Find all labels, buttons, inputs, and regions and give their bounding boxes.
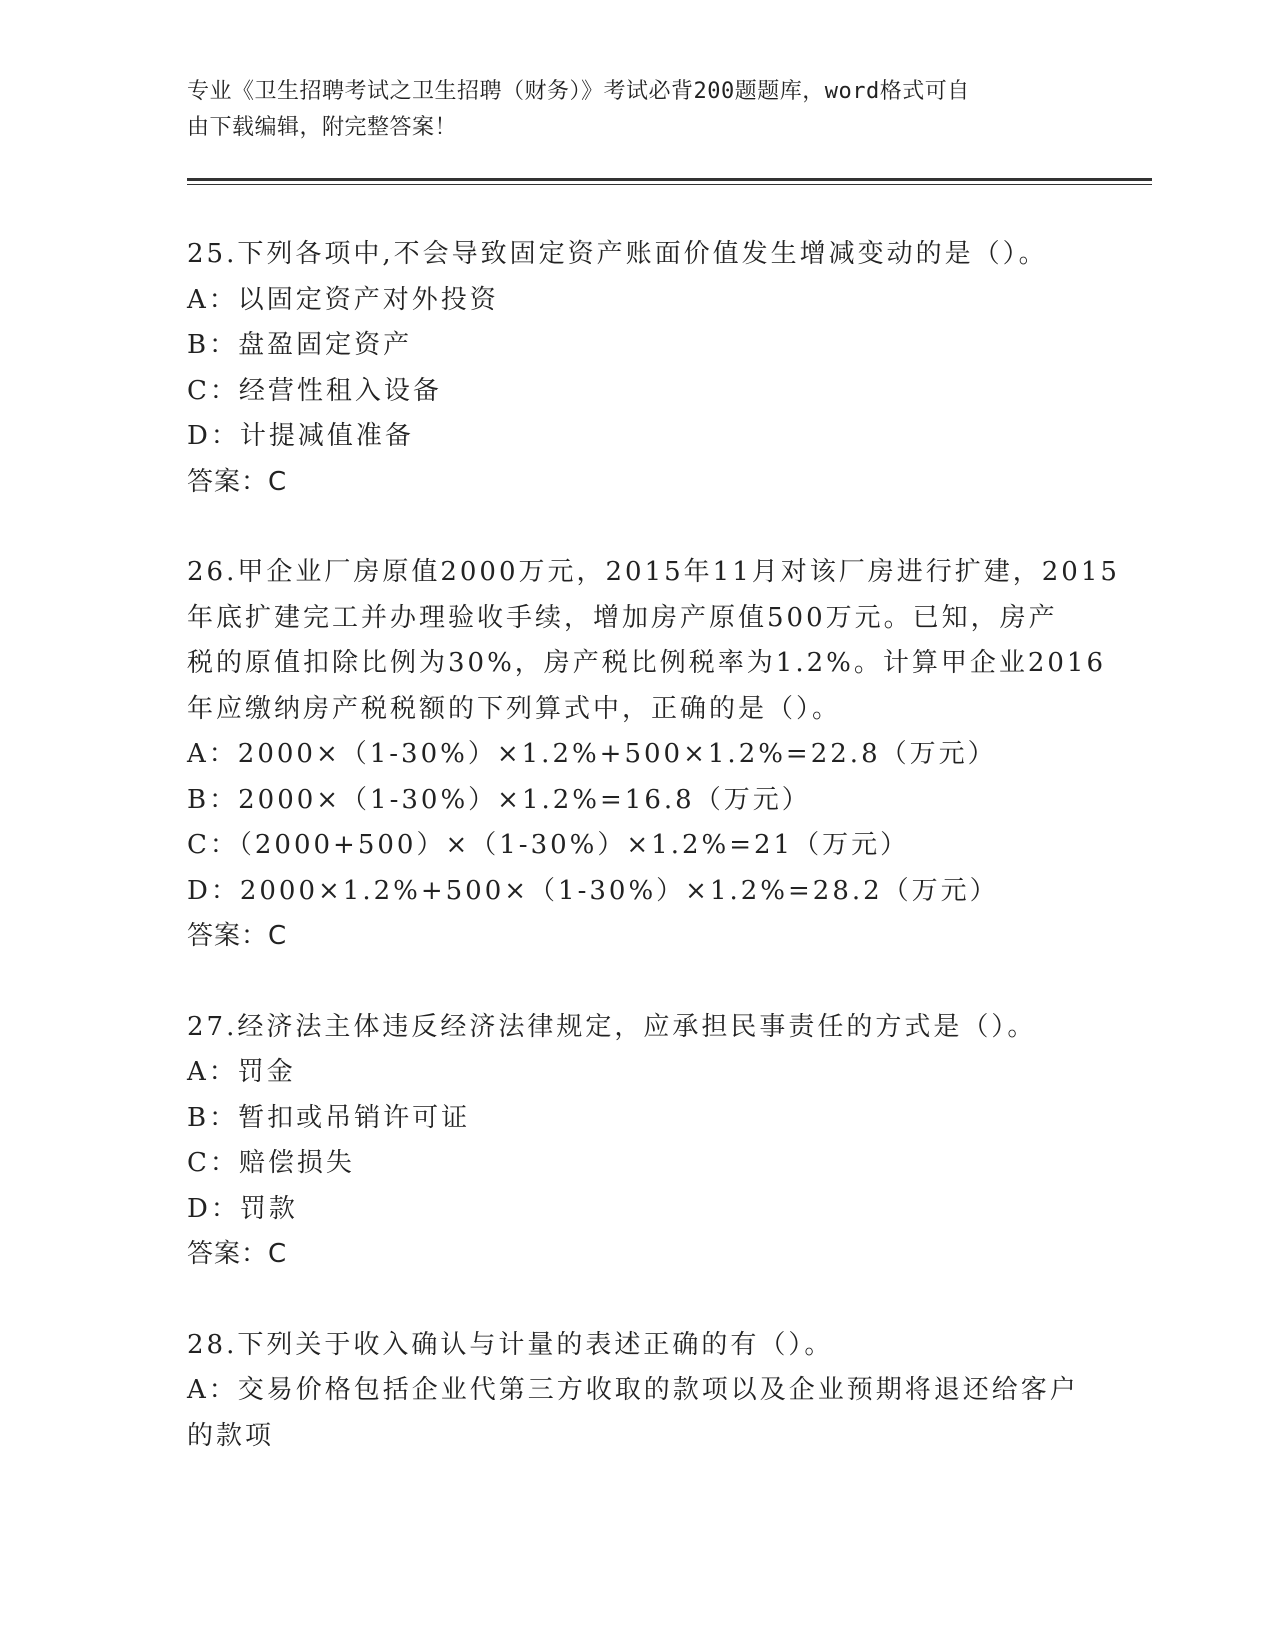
option-c: C：经营性租入设备 (187, 375, 442, 406)
answer-line: 答案：C (187, 466, 288, 497)
question-stem: 税的原值扣除比例为30%，房产税比例税率为1.2%。计算甲企业2016 (187, 648, 1107, 678)
question-item (187, 1005, 1087, 1278)
option-a: A：2000×（1-30%）×1.2%+500×1.2%=22.8（万元） (187, 739, 997, 769)
question-stem: 28.下列关于收入确认与计量的表述正确的有（）。 (187, 1329, 834, 1360)
question-stem: 27.经济法主体违反经济法律规定，应承担民事责任的方式是（）。 (187, 1011, 1037, 1042)
document-header (187, 74, 1067, 146)
question-item (187, 1323, 1087, 1460)
option-d: D：2000×1.2%+500×（1-30%）×1.2%=28.2（万元） (187, 875, 999, 906)
option-b: B：盘盈固定资产 (187, 330, 413, 360)
question-stem: 年底扩建完工并办理验收手续，增加房产原值500万元。已知，房产 (187, 602, 1058, 633)
option-d: D：计提减值准备 (187, 421, 414, 451)
header-divider-thick (187, 178, 1152, 181)
option-b: B：暂扣或吊销许可证 (187, 1102, 471, 1133)
answer-line: 答案：C (187, 921, 288, 951)
option-a-continued: 的款项 (187, 1420, 275, 1451)
option-d: D：罚款 (187, 1193, 298, 1224)
option-b: B：2000×（1-30%）×1.2%=16.8（万元） (187, 784, 811, 815)
question-item (187, 232, 1087, 505)
header-line: 由下载编辑，附完整答案！ (187, 115, 458, 140)
question-stem: 25.下列各项中,不会导致固定资产账面价值发生增减变动的是（）。 (187, 239, 1048, 269)
question-stem: 26.甲企业厂房原值2000万元，2015年11月对该厂房进行扩建，2015 (187, 557, 1120, 587)
option-a: A：以固定资产对外投资 (187, 284, 499, 315)
question-item (187, 550, 1120, 960)
option-c: C：（2000+500）×（1-30%）×1.2%=21（万元） (187, 830, 910, 860)
header-line: 专业《卫生招聘考试之卫生招聘（财务）》考试必背200题题库，word格式可自 (187, 79, 970, 104)
question-stem: 年应缴纳房产税税额的下列算式中，正确的是（）。 (187, 693, 842, 724)
option-a: A：罚金 (187, 1057, 296, 1087)
question-list (187, 232, 1120, 1459)
option-a: A：交易价格包括企业代第三方收取的款项以及企业预期将退还给客户 (187, 1375, 1079, 1405)
header-divider-thin (187, 184, 1152, 185)
answer-line: 答案：C (187, 1239, 288, 1269)
option-c: C：赔偿损失 (187, 1148, 355, 1178)
